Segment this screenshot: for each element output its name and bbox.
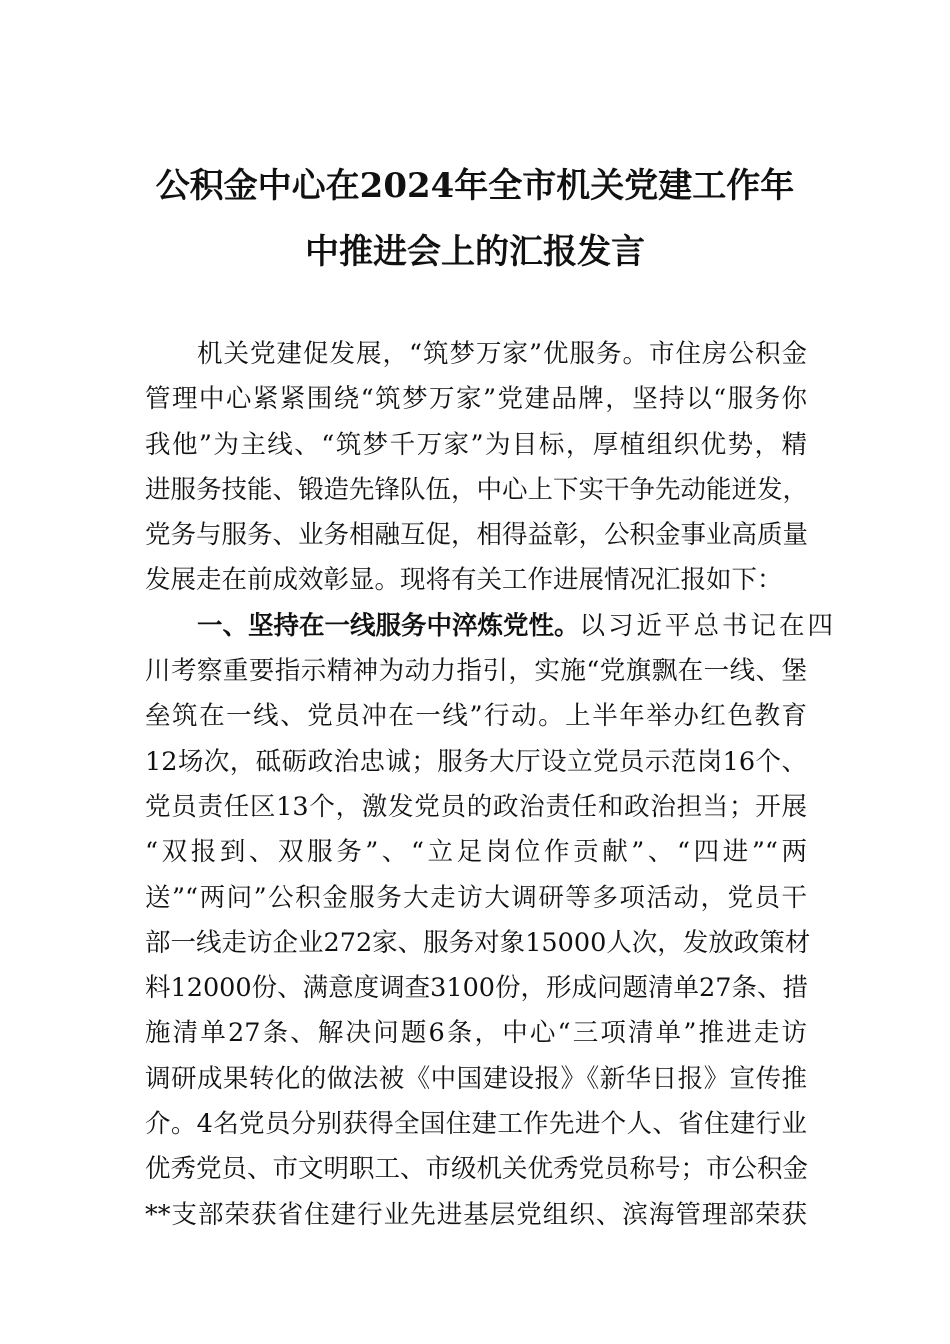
paragraph-line: 部一线走访企业272家、服务对象15000人次，发放政策材 bbox=[145, 927, 811, 958]
document-title-line-1: 公积金中心在2024年全市机关党建工作年 bbox=[155, 166, 795, 206]
paragraph-line: 党务与服务、业务相融互促，相得益彰，公积金事业高质量 bbox=[145, 520, 809, 551]
paragraph-line: 发展走在前成效彰显。现将有关工作进展情况汇报如下： bbox=[145, 565, 783, 596]
paragraph-line: 进服务技能、锻造先锋队伍，中心上下实干争先动能迸发， bbox=[145, 474, 809, 505]
document-title-line-2: 中推进会上的汇报发言 bbox=[305, 232, 645, 272]
paragraph-line: 介。4名党员分别获得全国住建工作先进个人、省住建行业 bbox=[145, 1109, 807, 1140]
paragraph-line: 12场次，砥砺政治忠诚；服务大厅设立党员示范岗16个、 bbox=[145, 746, 807, 777]
paragraph-line: 调研成果转化的做法被《中国建设报》《新华日报》宣传推 bbox=[145, 1063, 807, 1094]
paragraph-line: 垒筑在一线、党员冲在一线”行动。上半年举办红色教育 bbox=[145, 701, 807, 732]
paragraph-line: 料12000份、满意度调查3100份，形成问题清单27条、措 bbox=[145, 973, 808, 1004]
section-heading-line bbox=[145, 604, 837, 649]
paragraph-line: “双报到、双服务”、“立足岗位作贡献”、“四进”“两 bbox=[145, 837, 807, 868]
paragraph-line: 管理中心紧紧围绕“筑梦万家”党建品牌，坚持以“服务你 bbox=[145, 384, 807, 415]
paragraph-line: 机关党建促发展，“筑梦万家”优服务。市住房公积金 bbox=[197, 339, 807, 369]
paragraph-line: 优秀党员、市文明职工、市级机关优秀党员称号；市公积金 bbox=[145, 1154, 809, 1185]
paragraph-line: 党员责任区13个，激发党员的政治责任和政治担当；开展 bbox=[145, 791, 807, 822]
paragraph-line: **支部荣获省住建行业先进基层党组织、滨海管理部荣获 bbox=[145, 1199, 807, 1230]
paragraph-line: 送”“两问”公积金服务大走访大调研等多项活动，党员干 bbox=[145, 882, 807, 913]
paragraph-line: 我他”为主线、“筑梦千万家”为目标，厚植组织优势，精 bbox=[145, 429, 807, 460]
section-heading: 一、坚持在一线服务中淬炼党性。 bbox=[197, 610, 580, 641]
section-line-rest: 以习近平总书记在四 bbox=[579, 610, 837, 641]
paragraph-line: 川考察重要指示精神为动力指引，实施“党旗飘在一线、堡 bbox=[145, 656, 807, 687]
paragraph-line: 施清单27条、解决问题6条，中心“三项清单”推进走访 bbox=[145, 1018, 807, 1049]
document-body bbox=[145, 332, 837, 1238]
